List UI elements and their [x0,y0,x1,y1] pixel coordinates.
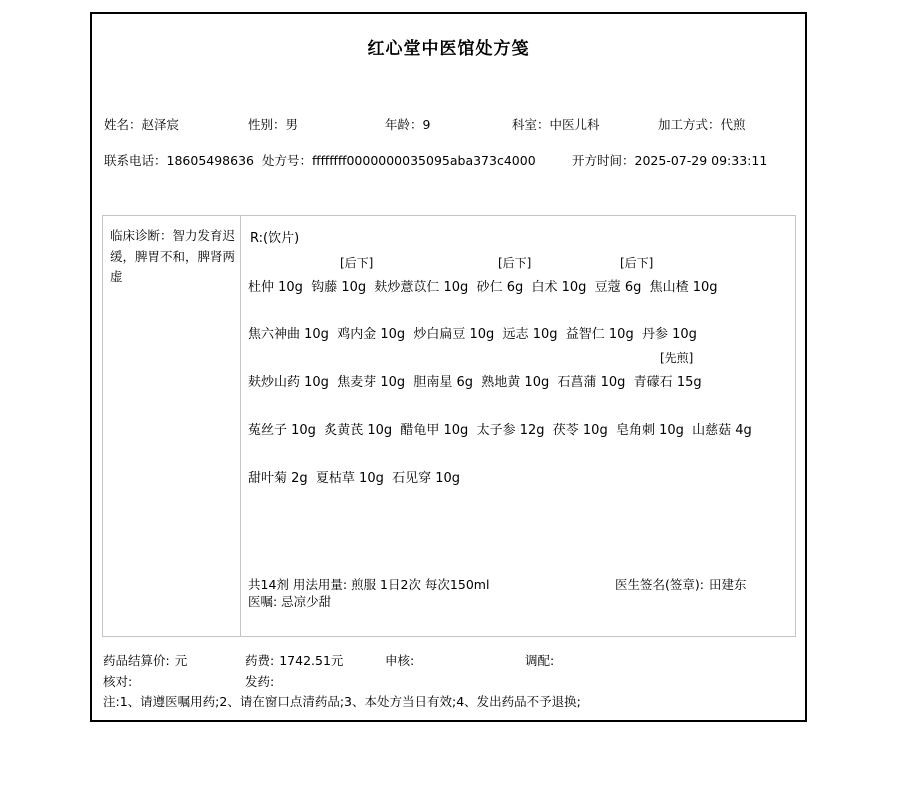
doctor-signature-label: 医生签名(签章): [615,577,704,592]
settle-price-label: 药品结算价: [103,653,170,668]
age-field [385,115,430,133]
doctor-advice: 医嘱: 忌凉少甜 [248,594,332,609]
page-title: 红心堂中医馆处方笺 [367,39,530,59]
name-label: 姓名： [104,117,142,132]
phone-field [104,151,254,169]
houxia-tag-2: [后下] [498,256,532,270]
review-label: 申核: [385,653,415,668]
doctor-signature-name: 田建东 [708,577,747,592]
herb-line-5: 甜叶菊 2g 夏枯草 10g 石见穿 10g [248,471,461,486]
prescription-number-value: ffffffff0000000035095aba373c4000 [312,153,536,168]
fee-label: 药费: [245,653,275,668]
prescription-number-field [262,151,536,169]
phone-value: 18605498636 [166,153,254,168]
fee-field [245,651,343,669]
processing-value: 代煎 [720,117,746,132]
diagnosis-text: 临床诊断：智力发育迟缓，脾胃不和，脾肾两虚 [110,228,236,285]
gender-label: 性别： [248,117,286,132]
name-value: 赵泽宸 [141,117,180,132]
department-field [512,115,600,133]
notes-text: 注:1、请遵医嘱用药;2、请在窗口点清药品;3、本处方当日有效;4、发出药品不予退换; [103,694,581,709]
settle-price-field [103,651,187,669]
herb-line-2: 焦六神曲 10g 鸡内金 10g 炒白扁豆 10g 远志 10g 益智仁 10g 丹参 10g [248,327,697,342]
usage-text: 共14剂 用法用量: 煎服 1日2次 每次150ml [248,577,490,592]
dispense-label: 调配: [525,653,555,668]
department-label: 科室： [512,117,550,132]
fee-value: 1742.51元 [279,653,344,668]
xianjian-tag: [先煎] [660,351,694,365]
doctor-signature [615,575,746,593]
herb-line-1: 杜仲 10g 钩藤 10g 麸炒薏苡仁 10g 砂仁 6g 白术 10g 豆蔻 6g 焦山楂 10g [248,280,718,295]
herb-line-4: 菟丝子 10g 炙黄芪 10g 醋龟甲 10g 太子参 12g 茯苓 10g 皂角刺 10g 山慈菇 4g [248,423,752,438]
gender-value: 男 [285,117,299,132]
prescription-number-label: 处方号： [262,153,313,168]
department-value: 中医儿科 [549,117,600,132]
issue-label: 发药: [245,674,275,689]
herb-line-3: 麸炒山药 10g 焦麦芽 10g 胆南星 6g 熟地黄 10g 石菖蒲 10g 青礞石 15g [248,375,702,390]
phone-label: 联系电话： [104,153,167,168]
age-value: 9 [422,117,431,132]
prescription-time-label: 开方时间： [572,153,635,168]
name-field [104,115,179,133]
houxia-tag-3: [后下] [620,256,654,270]
processing-label: 加工方式： [658,117,721,132]
settle-price-value: 元 [174,653,188,668]
gender-field [248,115,298,133]
rx-header: R:(饮片) [250,231,300,246]
rx-table-divider [240,215,241,637]
age-label: 年龄： [385,117,423,132]
prescription-time-field [572,151,767,169]
check-label: 核对: [103,674,133,689]
processing-field [658,115,746,133]
prescription-time-value: 2025-07-29 09:33:11 [634,153,768,168]
houxia-tag-1: [后下] [340,256,374,270]
